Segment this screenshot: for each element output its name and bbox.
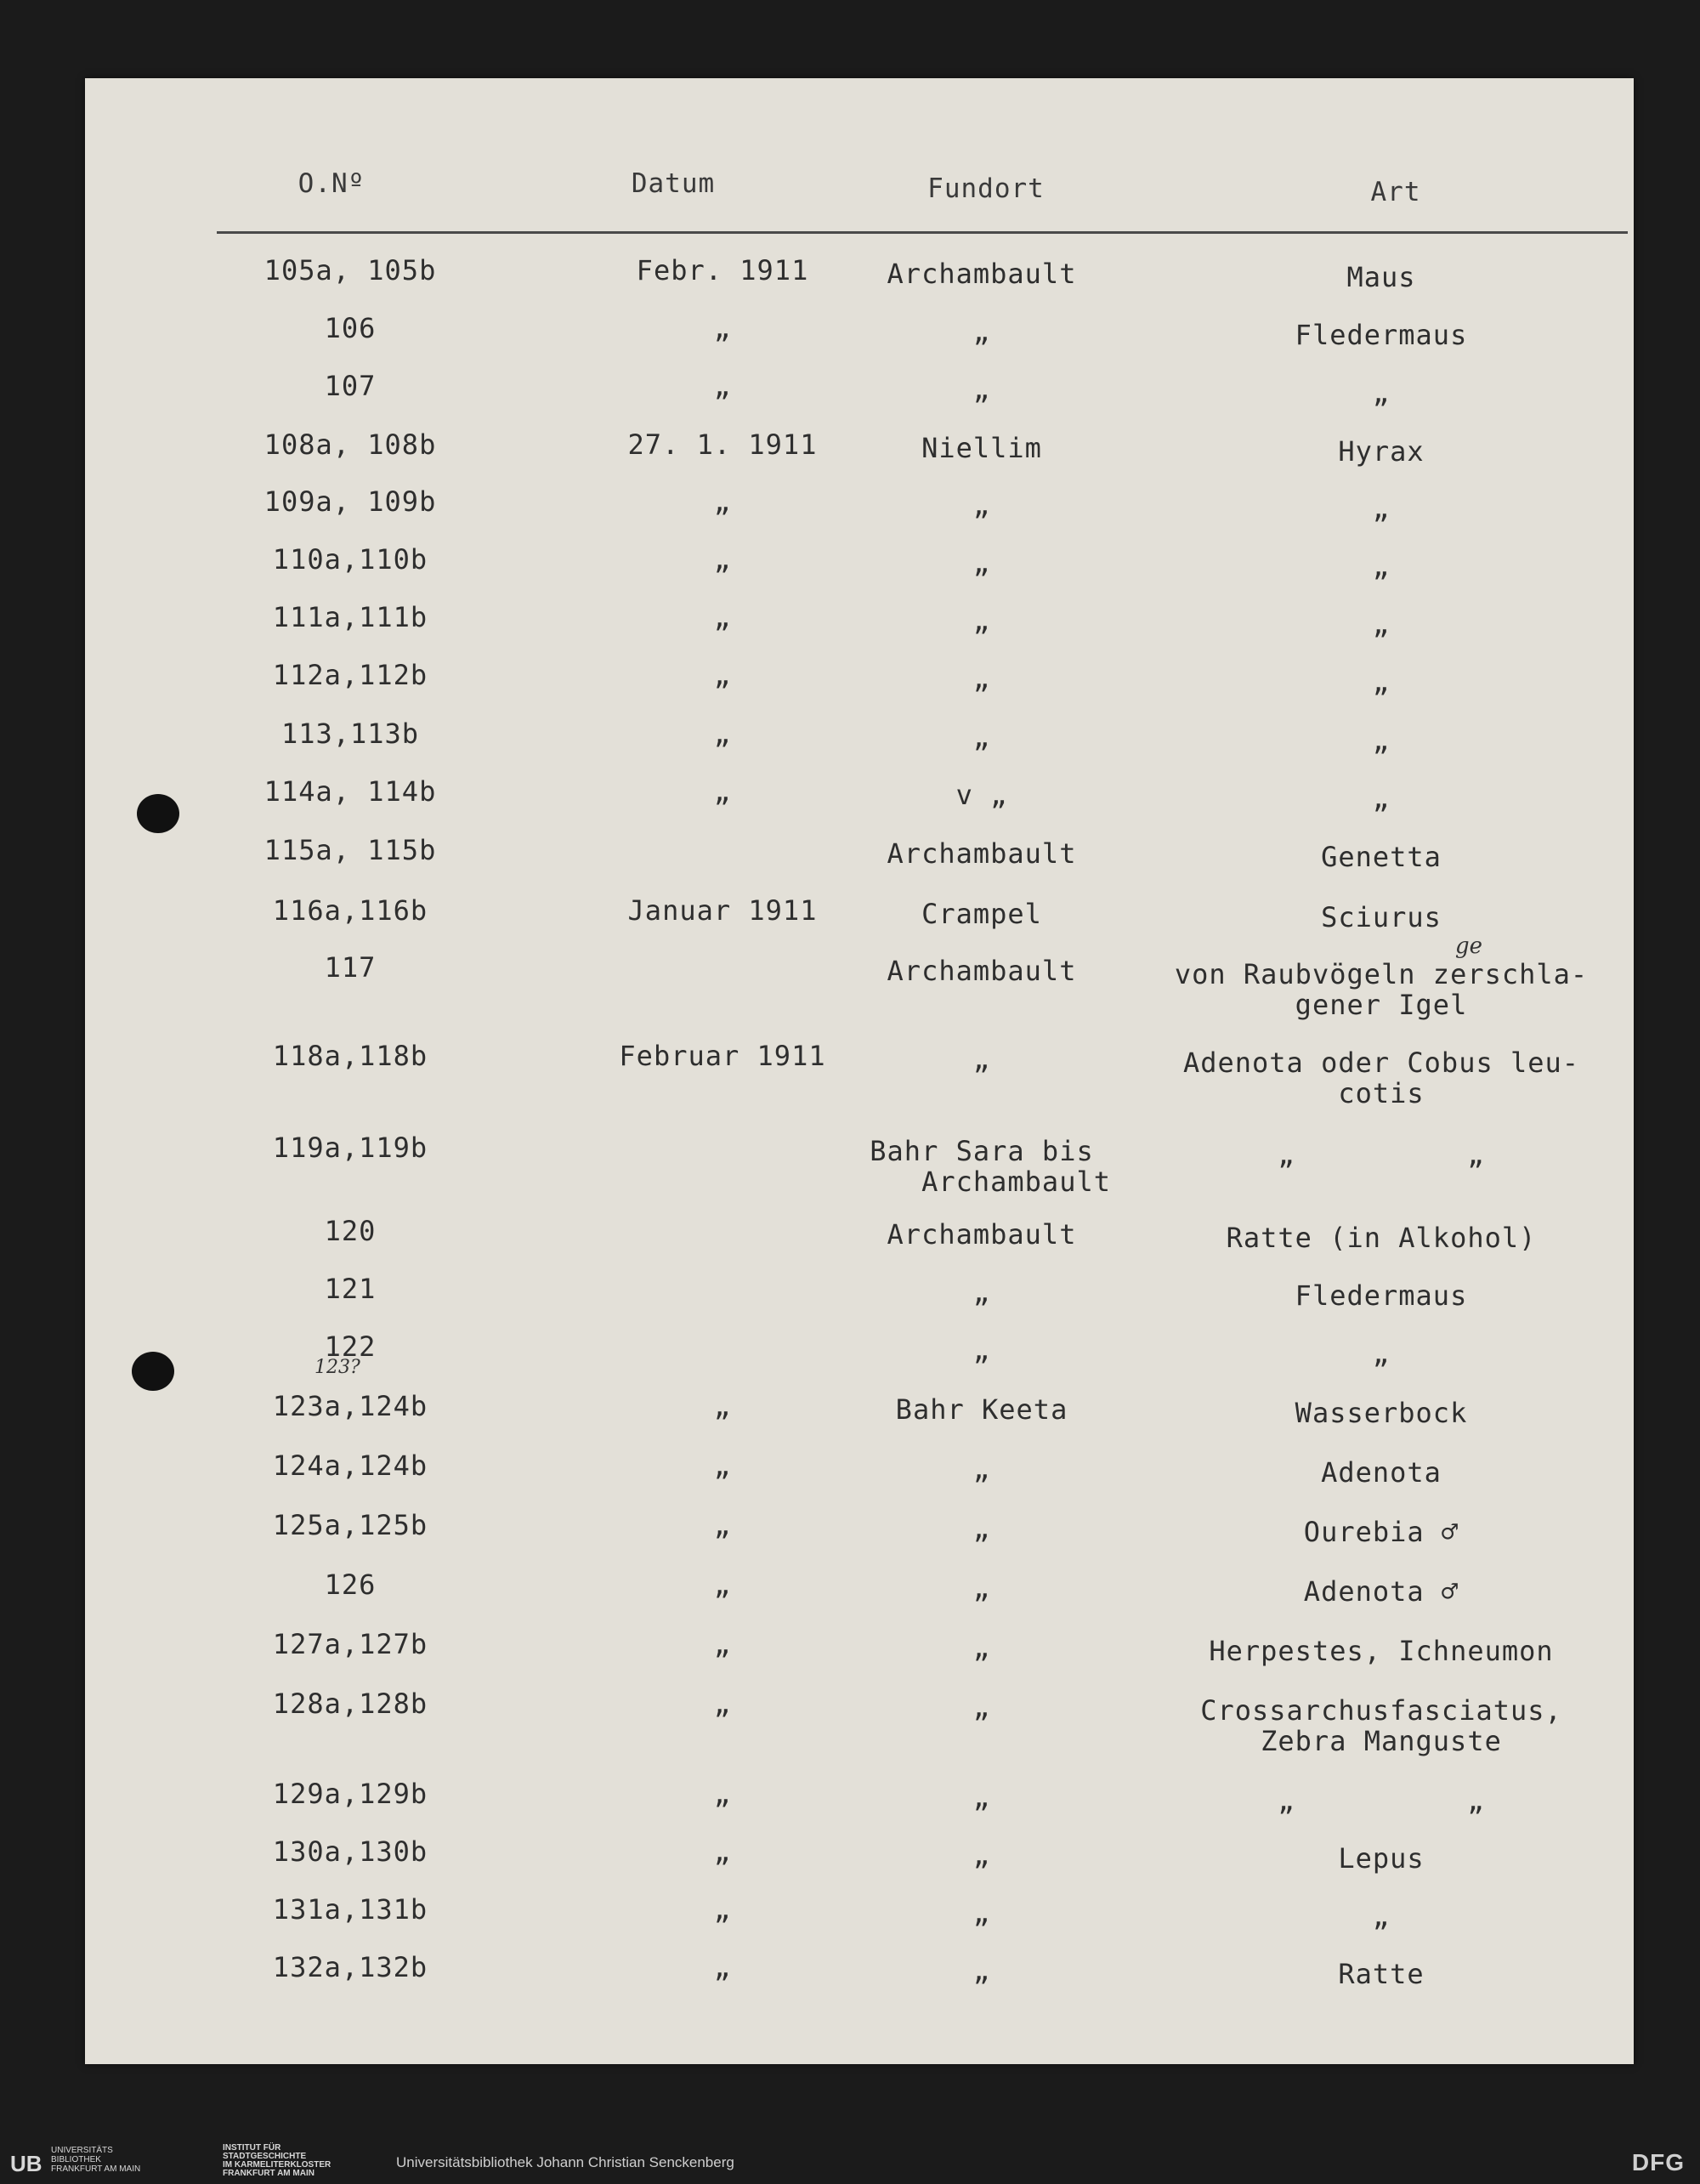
row-number: 125a,125b	[272, 1509, 428, 1541]
row-datum: „	[713, 370, 732, 402]
column-header-art: Art	[1370, 177, 1421, 207]
row-fundort: „	[972, 1631, 991, 1664]
row-datum: „	[713, 1569, 732, 1601]
row-fundort: „	[972, 1781, 991, 1813]
header-rule	[217, 231, 1628, 234]
row-datum: „	[713, 1893, 732, 1926]
row-datum: „	[713, 1778, 732, 1810]
row-number: 111a,111b	[272, 601, 428, 633]
row-art: „	[1372, 1900, 1391, 1932]
row-art: Hyrax	[1338, 435, 1425, 468]
row-art: Sciurus	[1321, 901, 1442, 933]
column-header-number: O.Nº	[298, 168, 366, 199]
row-fundort: „	[972, 1897, 991, 1929]
row-art: „ „	[1278, 1784, 1485, 1817]
row-fundort: „	[972, 1572, 991, 1604]
row-number: 126	[324, 1569, 377, 1601]
row-art: Fledermaus	[1295, 319, 1468, 351]
row-art: „	[1372, 782, 1391, 814]
row-fundort: „	[972, 1453, 991, 1485]
row-number: 116a,116b	[272, 894, 428, 927]
row-fundort: „	[972, 1043, 991, 1075]
row-art: Genetta	[1321, 841, 1442, 873]
row-datum: „	[713, 485, 732, 518]
row-fundort: „	[972, 662, 991, 695]
row-fundort: „	[972, 373, 991, 406]
row-datum: „	[713, 1449, 732, 1482]
row-number: 110a,110b	[272, 543, 428, 576]
row-number: 132a,132b	[272, 1951, 428, 1983]
row-art: Fledermaus	[1295, 1279, 1468, 1312]
row-fundort: „	[972, 489, 991, 521]
handwritten-number-note: 123?	[314, 1357, 360, 1378]
row-datum: „	[713, 1835, 732, 1868]
row-datum: „	[713, 601, 732, 633]
row-art: von Raubvögeln zerschla- gener Igel	[1174, 958, 1589, 1021]
row-number: 117	[324, 951, 377, 984]
row-fundort: „	[972, 604, 991, 637]
row-number: 129a,129b	[272, 1778, 428, 1810]
column-header-fundort: Fundort	[927, 173, 1045, 204]
row-art: Adenota oder Cobus leu- cotis	[1182, 1047, 1580, 1109]
row-fundort: „	[972, 1276, 991, 1308]
row-number: 108a, 108b	[264, 428, 437, 461]
row-datum: „	[713, 775, 732, 808]
row-art: Crossarchusfasciatus, Zebra Manguste	[1200, 1694, 1562, 1757]
row-number: 124a,124b	[272, 1449, 428, 1482]
row-fundort: „	[972, 547, 991, 579]
row-art: Ratte	[1338, 1958, 1425, 1990]
row-fundort: v „	[955, 779, 1008, 811]
row-fundort: Bahr Sara bis Archambault	[870, 1135, 1111, 1198]
row-datum: „	[713, 1628, 732, 1660]
row-art: Adenota	[1321, 1456, 1442, 1489]
row-datum: Februar 1911	[619, 1040, 826, 1072]
row-number: 128a,128b	[272, 1688, 428, 1720]
row-art: „	[1372, 608, 1391, 640]
row-fundort: Archambault	[887, 955, 1077, 987]
row-number: 118a,118b	[272, 1040, 428, 1072]
row-fundort: „	[972, 1691, 991, 1723]
row-datum: Januar 1911	[627, 894, 818, 927]
row-datum: „	[713, 1951, 732, 1983]
row-number: 122	[324, 1330, 377, 1363]
row-art: Wasserbock	[1295, 1397, 1468, 1429]
ub-logo: UB	[10, 2151, 42, 2176]
ub-logo-text: UNIVERSITÄTS BIBLIOTHEK FRANKFURT AM MAIN	[51, 2146, 141, 2174]
row-datum: 27. 1. 1911	[627, 428, 818, 461]
row-datum: „	[713, 1390, 732, 1422]
handwritten-insert-ge: ge	[1455, 933, 1483, 959]
row-fundort: Bahr Keeta	[895, 1393, 1068, 1426]
footer-caption: Universitätsbibliothek Johann Christian Senckenberg	[396, 2154, 734, 2170]
row-number: 123a,124b	[272, 1390, 428, 1422]
punch-hole-bottom	[132, 1352, 174, 1391]
row-art: „	[1372, 492, 1391, 525]
row-fundort: Archambault	[887, 837, 1077, 870]
row-art: „	[1372, 377, 1391, 409]
row-datum: „	[713, 659, 732, 691]
row-fundort: „	[972, 721, 991, 753]
row-datum: „	[713, 718, 732, 750]
row-art: Ratte (in Alkohol)	[1226, 1222, 1537, 1254]
row-number: 106	[324, 312, 377, 344]
row-datum: „	[713, 312, 732, 344]
row-number: 114a, 114b	[264, 775, 437, 808]
row-fundort: „	[972, 1512, 991, 1545]
row-datum: „	[713, 1688, 732, 1720]
row-art: Herpestes, Ichneumon	[1209, 1635, 1554, 1667]
row-number: 105a, 105b	[264, 254, 437, 286]
row-art: Ourebia ♂	[1303, 1516, 1459, 1548]
row-fundort: Archambault	[887, 1218, 1077, 1251]
row-number: 130a,130b	[272, 1835, 428, 1868]
row-number: 131a,131b	[272, 1893, 428, 1926]
row-fundort: „	[972, 315, 991, 348]
row-datum: „	[713, 1509, 732, 1541]
row-datum: Febr. 1911	[636, 254, 809, 286]
row-number: 120	[324, 1215, 377, 1247]
punch-hole-top	[137, 794, 179, 833]
row-fundort: „	[972, 1954, 991, 1987]
row-number: 127a,127b	[272, 1628, 428, 1660]
row-art: „	[1372, 550, 1391, 582]
row-datum: „	[713, 543, 732, 576]
row-art: „	[1372, 1337, 1391, 1370]
row-fundort: Archambault	[887, 258, 1077, 290]
row-number: 115a, 115b	[264, 834, 437, 866]
row-number: 121	[324, 1273, 377, 1305]
row-fundort: „	[972, 1334, 991, 1366]
row-number: 107	[324, 370, 377, 402]
row-number: 119a,119b	[272, 1132, 428, 1164]
row-fundort: „	[972, 1839, 991, 1871]
row-number: 109a, 109b	[264, 485, 437, 518]
dfg-logo: DFG	[1631, 2149, 1685, 2175]
row-art: „ „	[1278, 1138, 1485, 1171]
row-art: Lepus	[1338, 1842, 1425, 1875]
row-art: Maus	[1346, 261, 1416, 293]
row-art: Adenota ♂	[1303, 1575, 1459, 1608]
row-fundort: Crampel	[921, 898, 1042, 930]
row-art: „	[1372, 724, 1391, 757]
row-art: „	[1372, 666, 1391, 698]
column-header-datum: Datum	[631, 168, 716, 199]
row-fundort: Niellim	[921, 432, 1042, 464]
row-number: 113,113b	[280, 718, 420, 750]
row-number: 112a,112b	[272, 659, 428, 691]
footer-bar	[0, 2142, 1700, 2184]
institute-logo-text: INSTITUT FÜR STADTGESCHICHTE IM KARMELITERKLOSTER FRANKFURT AM MAIN	[223, 2143, 332, 2178]
